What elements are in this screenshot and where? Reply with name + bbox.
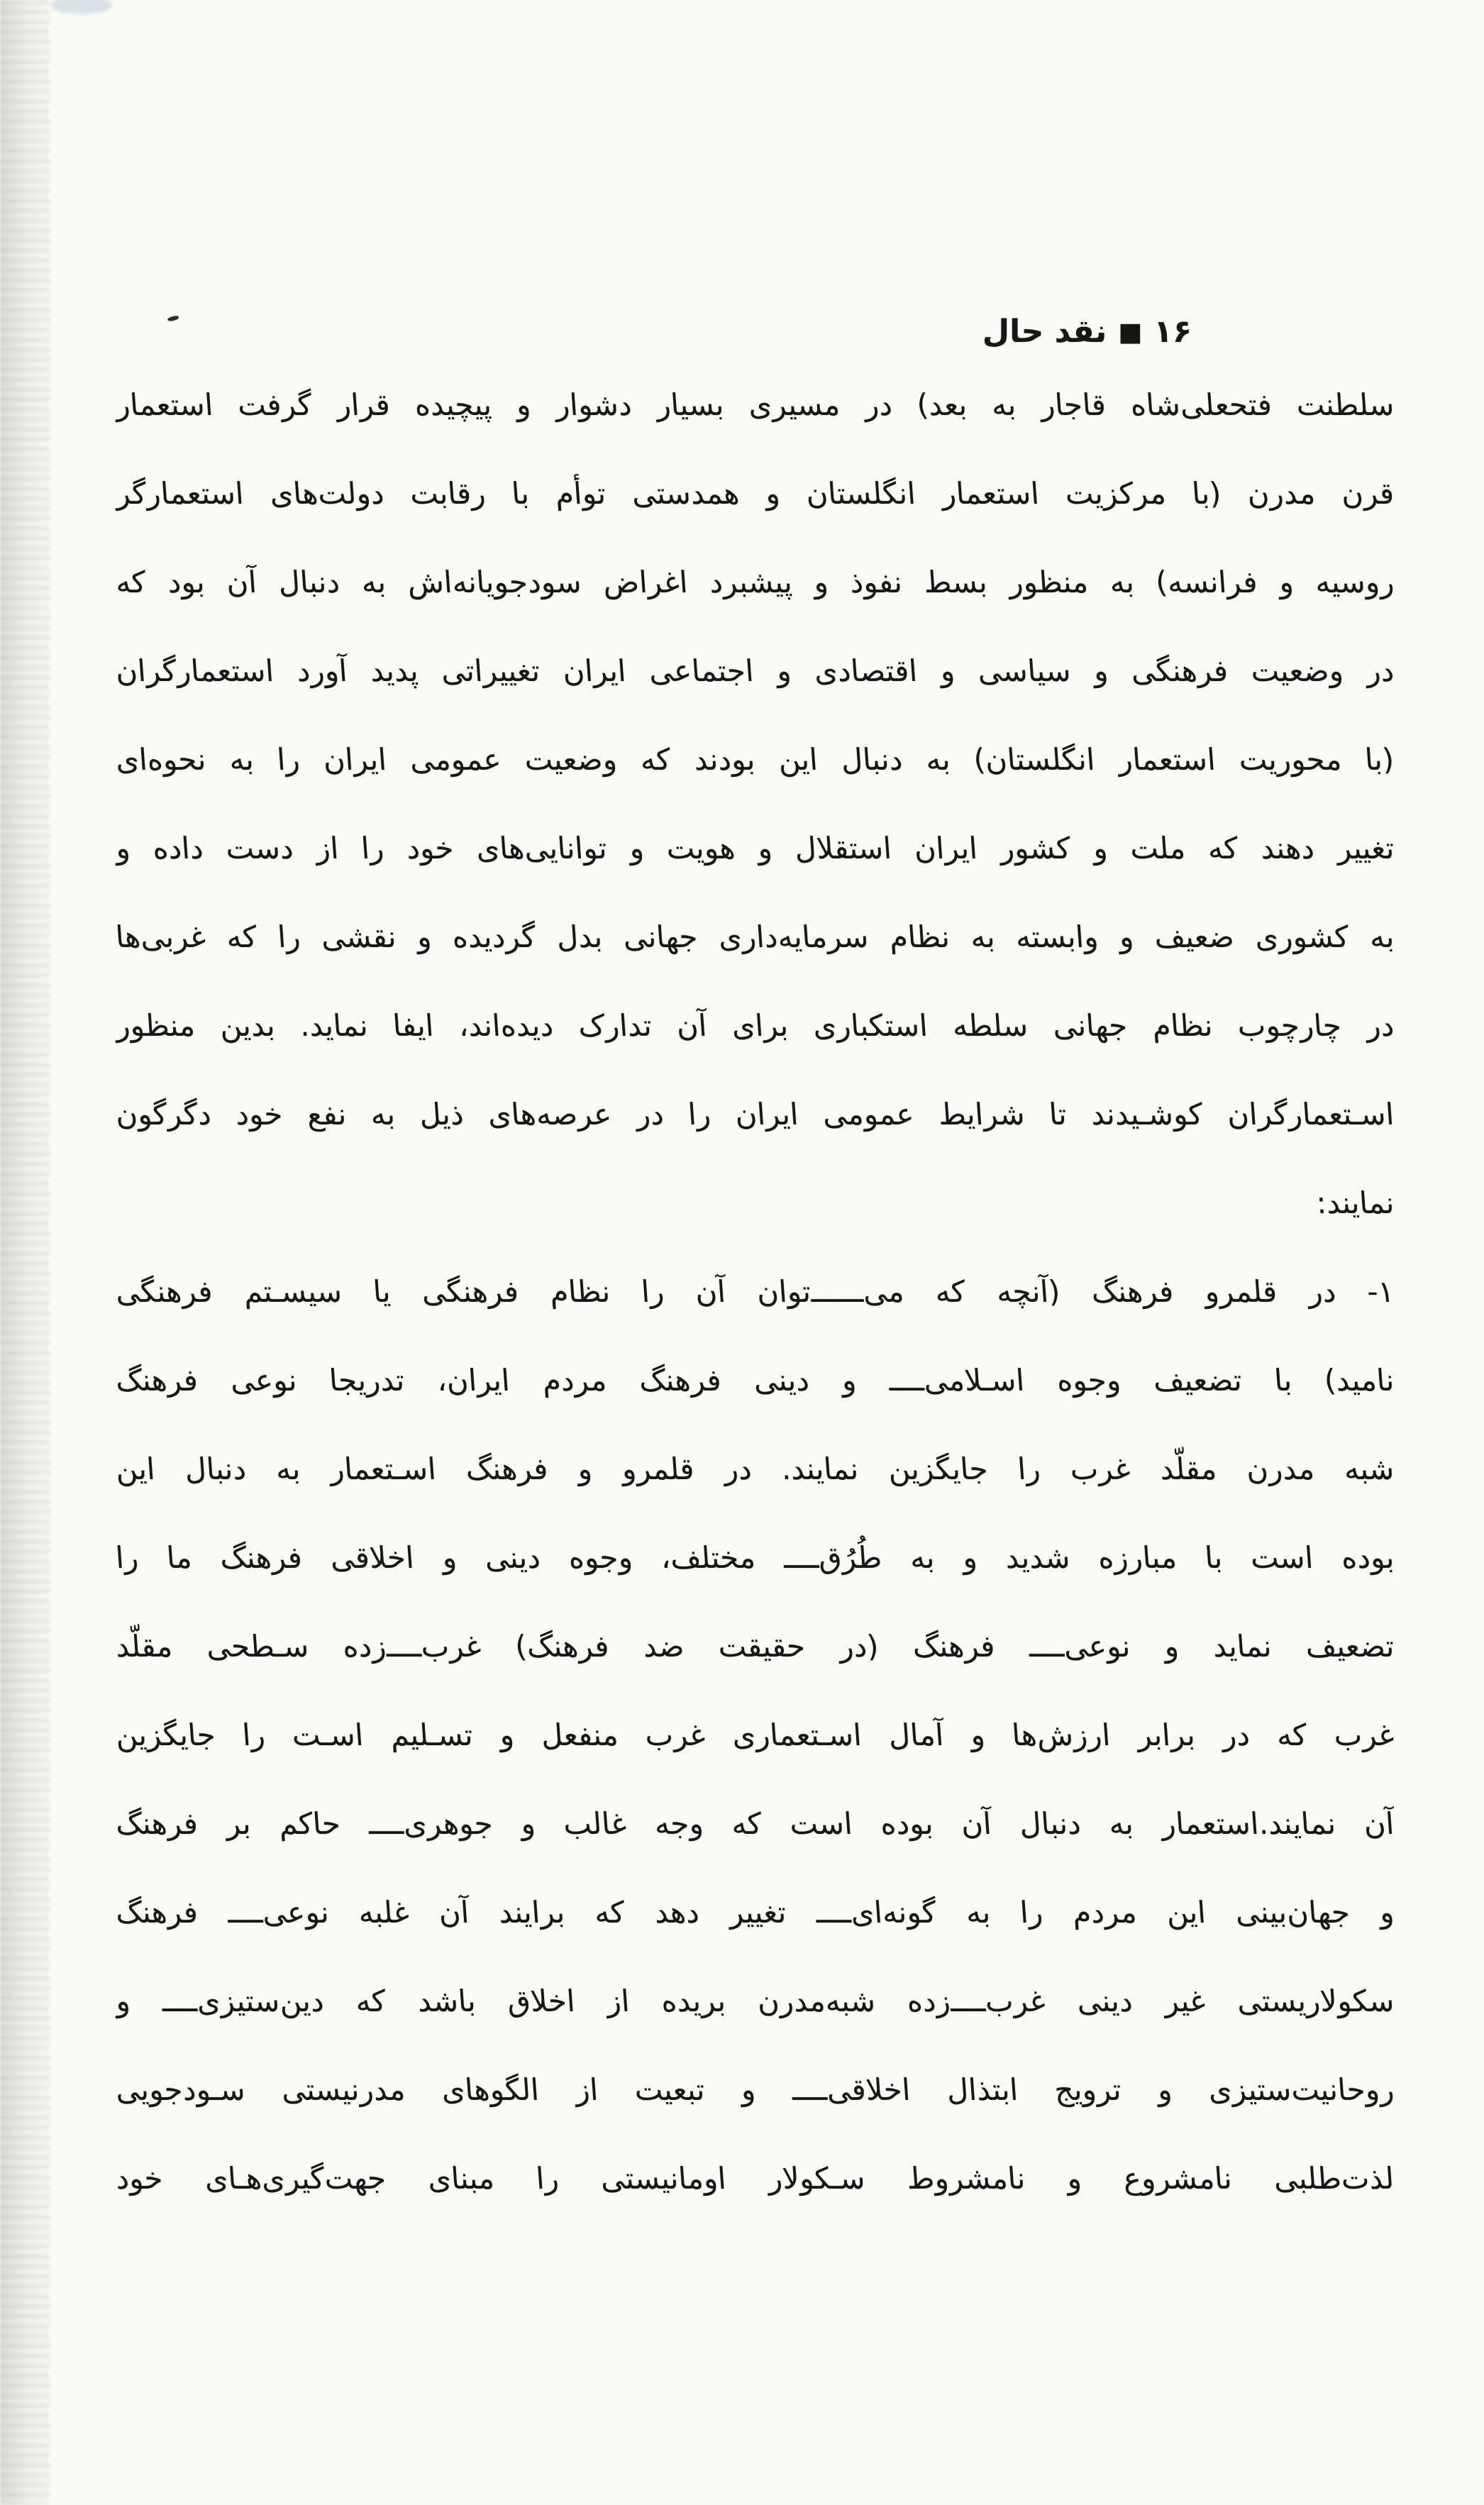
text-line: قرن مدرن (با مرکزیت استعمار انگلستان و همدستی توأم با رقابت دولت‌های استعمارگر: [114, 476, 1395, 511]
scan-smudge-artifact: [51, 0, 112, 14]
text-line: آن نمایند.استعمار به دنبال آن بوده است که وجه غالب و جوهری‌ــــ حاکم بر فرهنگ: [114, 1806, 1395, 1841]
text-line: نامید) با تضعیف وجوه اسـلامی‌ــــ و دینی فرهنگ مردم ایران، تدریجا نوعی فرهنگ: [114, 1363, 1395, 1398]
text-line: تغییر دهند که ملت و کشور ایران استقلال و هویت و توانایی‌های خود را از دست داده و: [114, 831, 1395, 866]
text-line: به کشوری ضعیف و وابسته به نظام سرمایه‌داری جهانی بدل گردیده و نقشی را که غربی‌ها: [114, 919, 1395, 954]
body-text-block: [116, 360, 1394, 2223]
text-line: لذت‌طلبی نامشروع و نامشروط سـکولار اومانیستی را مبنای جهت‌گیری‌هـای خود: [114, 2161, 1395, 2196]
running-head: [982, 311, 1192, 355]
text-line: اسـتعمارگران کوشـیدند تا شرایط عمومی ایران را در عرصه‌های ذیل به نفع خود دگرگون: [114, 1097, 1395, 1132]
book-title: نقد حال: [982, 314, 1107, 350]
text-line: روحانیت‌ستیزی و ترویج ابتذال اخلاقی‌ــــ و تبعیت از الگوهای مدرنیستی سـودجویی: [114, 2072, 1395, 2107]
text-line: (با محوریت استعمار انگلستان) به دنبال این بودند که وضعیت عمومی ایران را به نحوه‌ای: [114, 742, 1395, 777]
text-line: ۱- در قلمرو فرهنگ (آنچه که می‌ــــــ‌توان آن را نظام فرهنگی یا سیسـتم فرهنگی: [114, 1274, 1395, 1309]
section-marker-icon: ■: [1118, 318, 1143, 347]
text-line: غرب که در برابر ارزش‌ها و آمال اسـتعماری غرب منفعل و تسـلیم اسـت را جایگزین: [114, 1718, 1395, 1752]
text-line: نمایند:: [1314, 1185, 1395, 1220]
text-line: تضعیف نماید و نوعی‌ــــ فرهنگ (در حقیقت ضد فرهنگ) غرب‌ــــ‌زده سـطحی مقلّد: [114, 1629, 1395, 1664]
text-line: در چارچوب نظام جهانی سلطه استکباری برای آن تدارک دیده‌اند، ایفا نماید. بدین منظور: [114, 1008, 1395, 1043]
text-line: بوده است با مبارزه شدید و به طُرُق‌ــــ مختلف، وجوه دینی و اخلاقی فرهنگ ما را: [114, 1540, 1395, 1575]
text-line: و جهان‌بینی این مردم را به گونه‌ای‌ــــ تغییر دهد که برایند آن غلبه نوعی‌ــــ فرهنگ: [114, 1895, 1395, 1930]
page-number: ۱۶: [1153, 314, 1192, 350]
text-line: روسیه و فرانسه) به منظور بسط نفوذ و پیشبرد اغراض سودجویانه‌اش به دنبال آن بود که: [114, 565, 1395, 599]
text-line: سکولاریستی غیر دینی غرب‌ــــ‌زده شبه‌مدرن بریده از اخلاق باشد که دین‌ستیزی‌ــــ و: [114, 1984, 1395, 2018]
scan-edge-artifact: [0, 0, 50, 2505]
text-line: در وضعیت فرهنگی و سیاسی و اقتصادی و اجتماعی ایران تغییراتی پدید آورد استعمارگران: [114, 653, 1395, 688]
ink-speck-artifact: [167, 315, 179, 321]
text-line: شبه مدرن مقلّد غرب را جایگزین نمایند. در قلمرو و فرهنگ اسـتعمار به دنبال این: [114, 1451, 1395, 1486]
text-line: سلطنت فتحعلی‌شاه قاجار به بعد) در مسیری بسیار دشوار و پیچیده قرار گرفت استعمار: [114, 387, 1395, 422]
